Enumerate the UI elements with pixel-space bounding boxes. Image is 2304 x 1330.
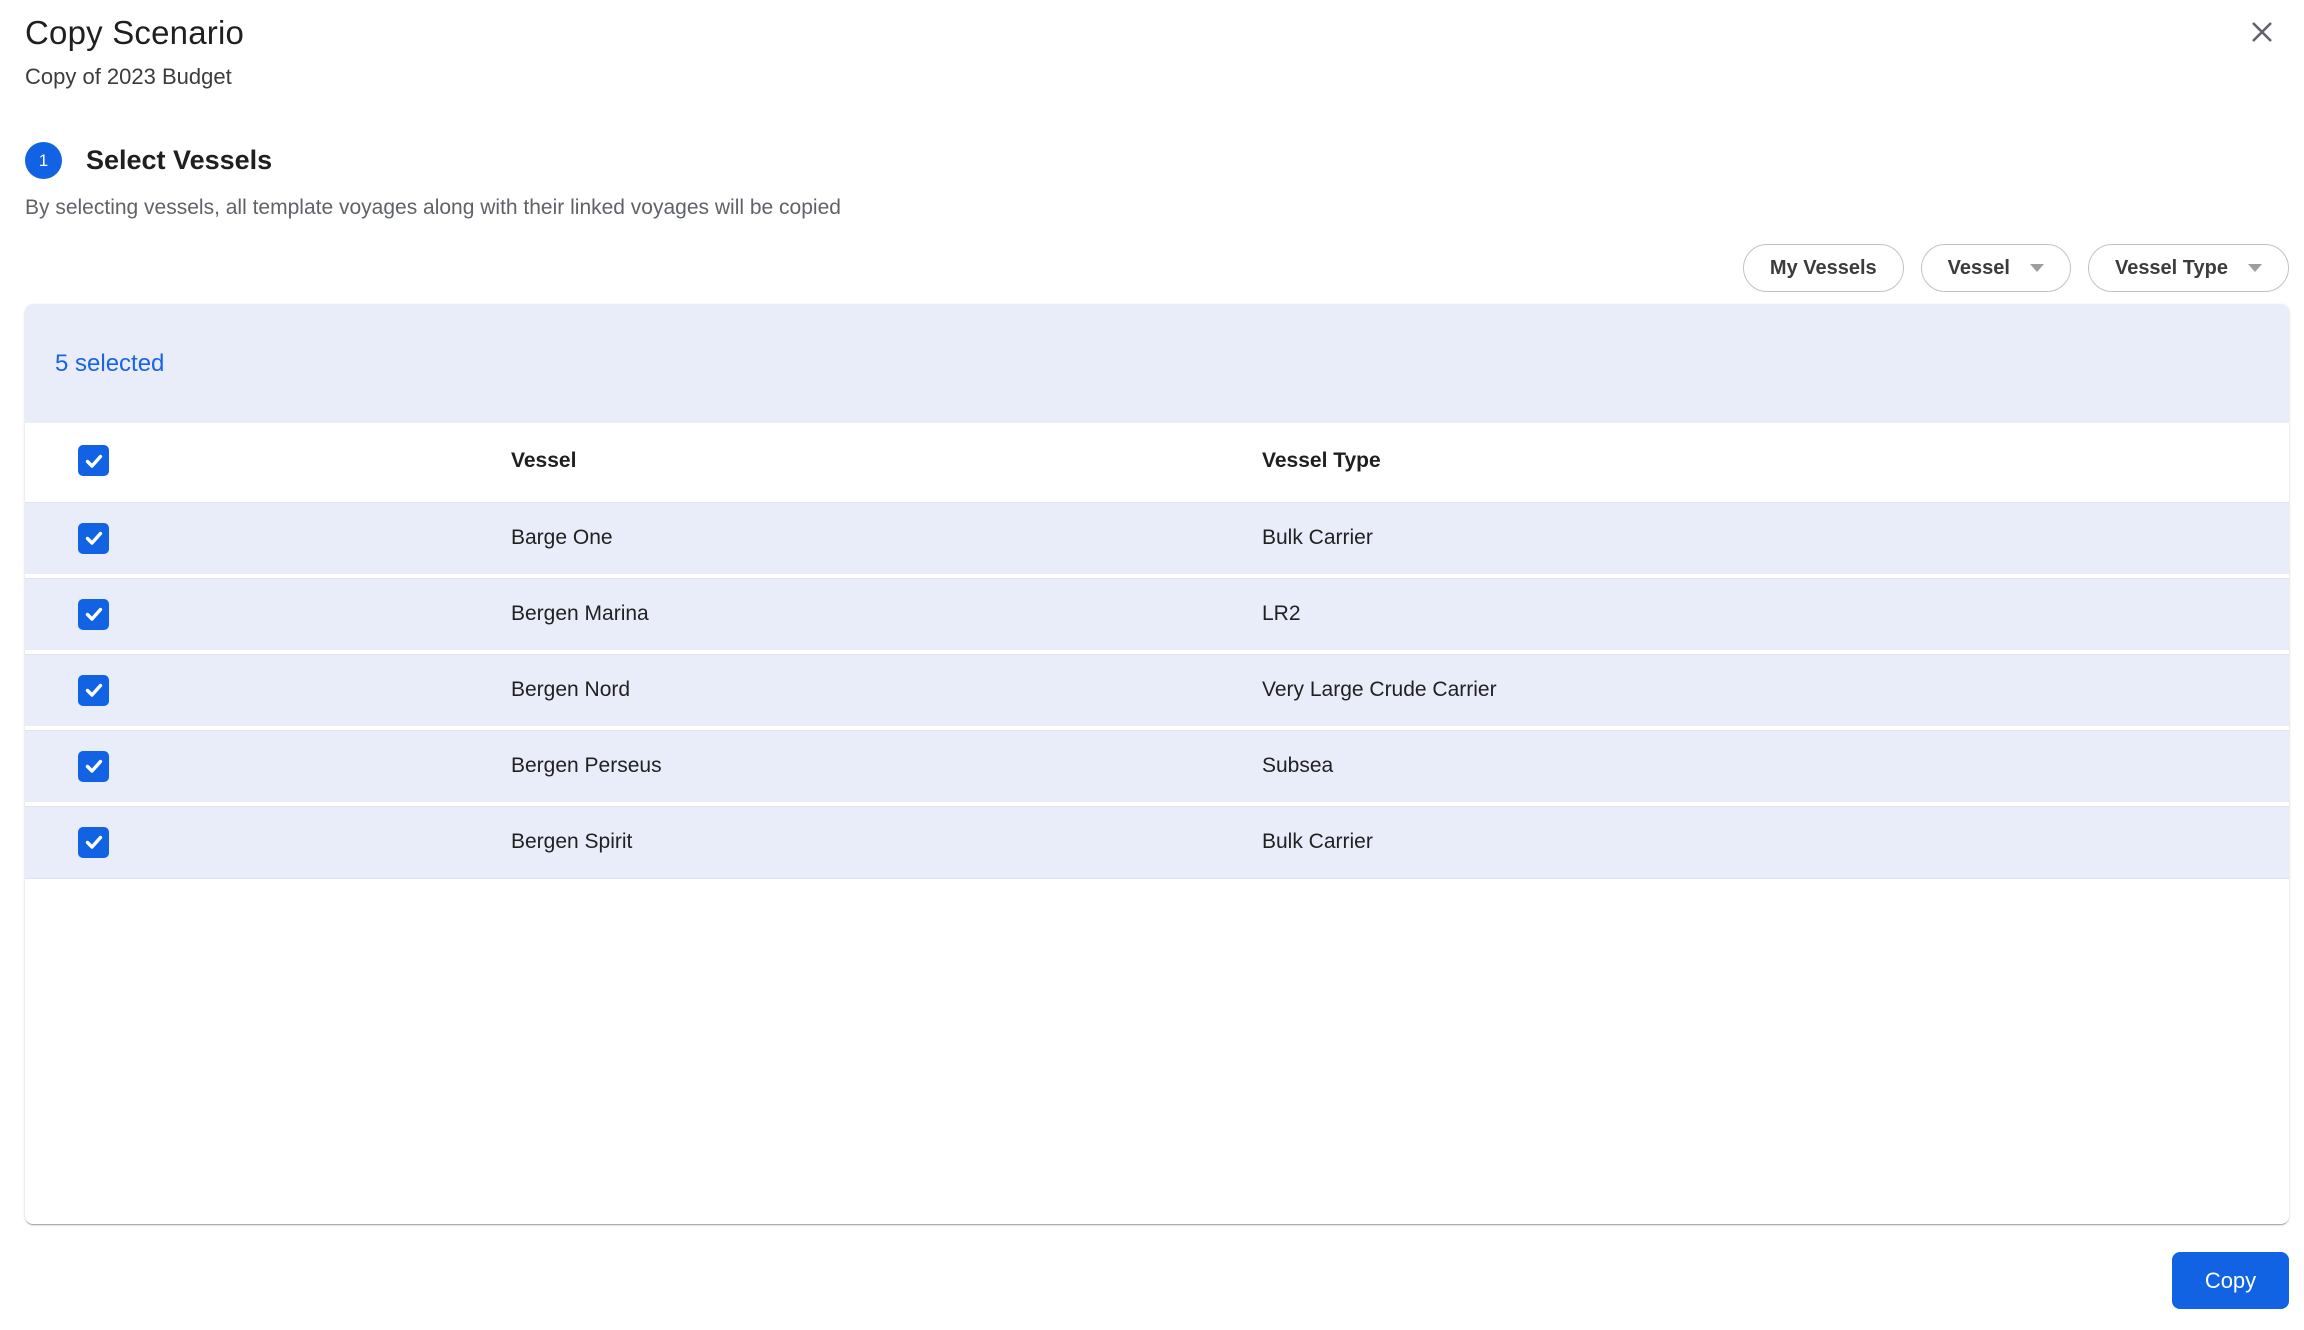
- check-icon: [83, 450, 105, 472]
- selected-count-label: 5 selected: [55, 349, 165, 377]
- header-checkbox-cell: [25, 445, 511, 476]
- check-icon: [83, 603, 105, 625]
- check-icon: [83, 679, 105, 701]
- table-row[interactable]: [25, 726, 2289, 802]
- vessel-type-cell: Bulk Carrier: [1262, 830, 1373, 853]
- table-row[interactable]: [25, 574, 2289, 650]
- vessel-type-cell: Subsea: [1262, 754, 1334, 777]
- selection-summary-bar: [25, 304, 2289, 423]
- my-vessels-filter-button[interactable]: [1743, 244, 1904, 292]
- vessel-name-cell: Bergen Marina: [511, 602, 649, 625]
- scenario-name: Copy of 2023 Budget: [25, 64, 232, 89]
- my-vessels-filter-label: My Vessels: [1769, 256, 1877, 279]
- dialog-footer: [25, 1252, 2289, 1309]
- vessel-table-panel: [25, 304, 2289, 1224]
- row-checkbox[interactable]: [78, 675, 109, 706]
- chevron-down-icon: [2030, 264, 2044, 272]
- vessel-name-cell: Bergen Spirit: [511, 830, 633, 853]
- vessel-type-column-header: Vessel Type: [1262, 448, 1381, 472]
- vessel-type-filter-dropdown[interactable]: [2088, 244, 2289, 292]
- row-checkbox[interactable]: [78, 599, 109, 630]
- vessel-name-cell: Bergen Nord: [511, 678, 631, 701]
- table-row[interactable]: [25, 498, 2289, 574]
- row-checkbox[interactable]: [78, 751, 109, 782]
- row-checkbox[interactable]: [78, 827, 109, 858]
- copy-button[interactable]: Copy: [2172, 1252, 2289, 1309]
- table-row[interactable]: [25, 802, 2289, 878]
- vessel-type-cell: Very Large Crude Carrier: [1262, 678, 1497, 701]
- step-number-badge: 1: [25, 142, 62, 179]
- check-icon: [83, 755, 105, 777]
- close-icon: [2247, 17, 2277, 47]
- vessel-filter-dropdown[interactable]: [1921, 244, 2071, 292]
- row-checkbox[interactable]: [78, 523, 109, 554]
- step-title: Select Vessels: [86, 145, 273, 175]
- vessel-type-cell: Bulk Carrier: [1262, 526, 1373, 549]
- table-row[interactable]: [25, 650, 2289, 726]
- vessel-filter-label: Vessel: [1947, 256, 2010, 279]
- vessel-type-cell: LR2: [1262, 602, 1301, 625]
- table-header-row: [25, 423, 2289, 498]
- close-button[interactable]: [2244, 14, 2280, 50]
- vessel-name-cell: Bergen Perseus: [511, 754, 662, 777]
- check-icon: [83, 527, 105, 549]
- filter-bar: [25, 244, 2289, 292]
- vessel-name-cell: Barge One: [511, 526, 613, 549]
- select-all-checkbox[interactable]: [78, 445, 109, 476]
- page-title: Copy Scenario: [25, 14, 245, 51]
- vessel-type-filter-label: Vessel Type: [2114, 256, 2228, 279]
- step-header: [25, 142, 2289, 179]
- step-description: By selecting vessels, all template voyages along with their linked voyages will be copied: [25, 196, 841, 219]
- table-body: [25, 498, 2289, 879]
- check-icon: [83, 831, 105, 853]
- chevron-down-icon: [2248, 264, 2262, 272]
- vessel-column-header: Vessel: [511, 448, 577, 472]
